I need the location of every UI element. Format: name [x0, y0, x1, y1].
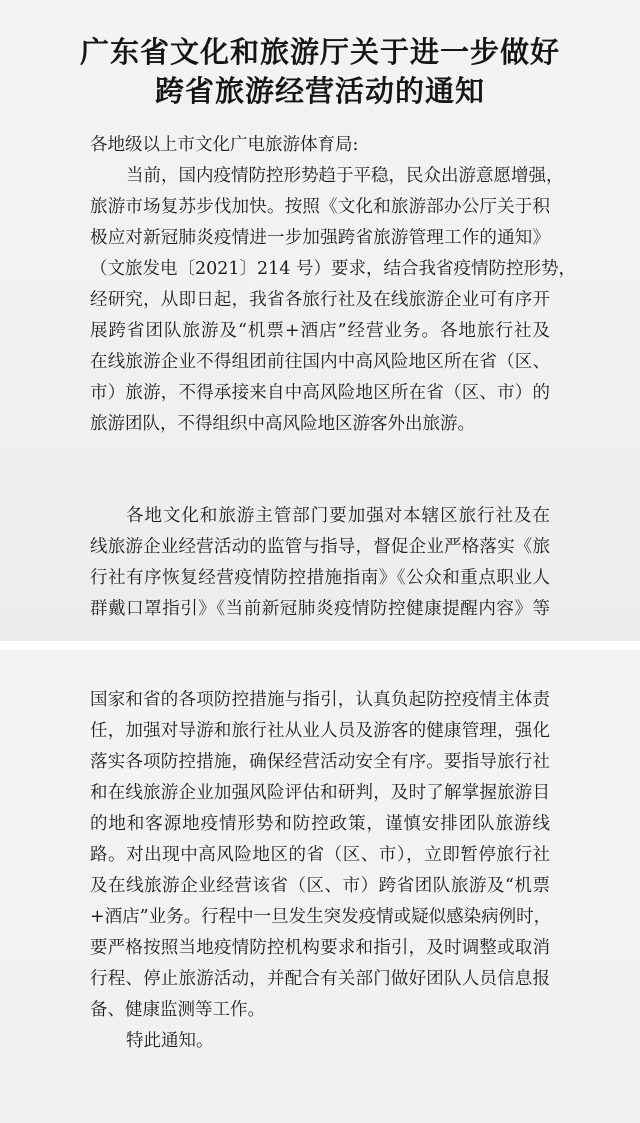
page-break — [0, 641, 640, 650]
document-body-lower — [90, 685, 550, 1057]
paragraph-line: 在线旅游企业不得组团前往国内中高风险地区所在省（区、 — [90, 352, 550, 372]
paragraph-line: 国家和省的各项防控措施与指引，认真负起防控疫情主体责 — [90, 690, 550, 710]
document-page-bottom — [0, 650, 640, 1123]
document-title-line-1: 广东省文化和旅游厅关于进一步做好 — [79, 35, 560, 69]
paragraph-line: 的地和客源地疫情形势和防控政策，谨慎安排团队旅游线 — [90, 814, 550, 834]
paragraph-line: 旅游团队，不得组织中高风险地区游客外出旅游。 — [90, 414, 475, 434]
document-body-upper — [90, 130, 576, 440]
paragraph-line: 当前，国内疫情防控形势趋于平稳，民众出游意愿增强， — [126, 166, 564, 186]
paragraph-line: 要严格按照当地疫情防控机构要求和指引，及时调整或取消 — [90, 938, 550, 958]
paragraph-line: 行社有序恢复经营疫情防控措施指南》《公众和重点职业人 — [90, 568, 550, 588]
paragraph-line: 各地文化和旅游主管部门要加强对本辖区旅行社及在 — [126, 506, 550, 526]
paragraph-line: 任，加强对导游和旅行社从业人员及游客的健康管理，强化 — [90, 721, 550, 741]
salutation: 各地级以上市文化广电旅游体育局: — [90, 135, 359, 155]
paragraph-line: 备、健康监测等工作。 — [90, 1000, 265, 1020]
paragraph-line: 路。对出现中高风险地区的省（区、市），立即暂停旅行社 — [90, 845, 550, 865]
paragraph-line: 和在线旅游企业加强风险评估和研判，及时了解掌握旅游目 — [90, 783, 550, 803]
paragraph-line: 落实各项防控措施，确保经营活动安全有序。要指导旅行社 — [90, 752, 550, 772]
paragraph-line: 旅游市场复苏步伐加快。按照《文化和旅游部办公厅关于积 — [90, 197, 550, 217]
paragraph-line: （文旅发电〔2021〕214 号）要求，结合我省疫情防控形势， — [90, 259, 576, 279]
paragraph-line: 群戴口罩指引》《当前新冠肺炎疫情防控健康提醒内容》等 — [90, 599, 550, 619]
paragraph-line: 市）旅游，不得承接来自中高风险地区所在省（区、市）的 — [90, 383, 550, 403]
paragraph-line: 线旅游企业经营活动的监管与指导，督促企业严格落实《旅 — [90, 537, 550, 557]
paragraph-line: 行程、停止旅游活动，并配合有关部门做好团队人员信息报 — [90, 969, 550, 989]
paragraph-line: 极应对新冠肺炎疫情进一步加强跨省旅游管理工作的通知》 — [90, 228, 550, 248]
closing-text: 特此通知。 — [126, 1031, 214, 1051]
paragraph-line: 及在线旅游企业经营该省（区、市）跨省团队旅游及“机票 — [90, 876, 550, 896]
document-body-paragraph-2-start — [90, 501, 550, 625]
paragraph-line: +酒店”业务。行程中一旦发生突发疫情或疑似感染病例时， — [90, 907, 552, 927]
document-title-line-2: 跨省旅游经营活动的通知 — [154, 74, 485, 108]
paragraph-line: 经研究，从即日起，我省各旅行社及在线旅游企业可有序开 — [90, 290, 550, 310]
paragraph-line: 展跨省团队旅游及“机票+酒店”经营业务。各地旅行社及 — [90, 321, 550, 341]
